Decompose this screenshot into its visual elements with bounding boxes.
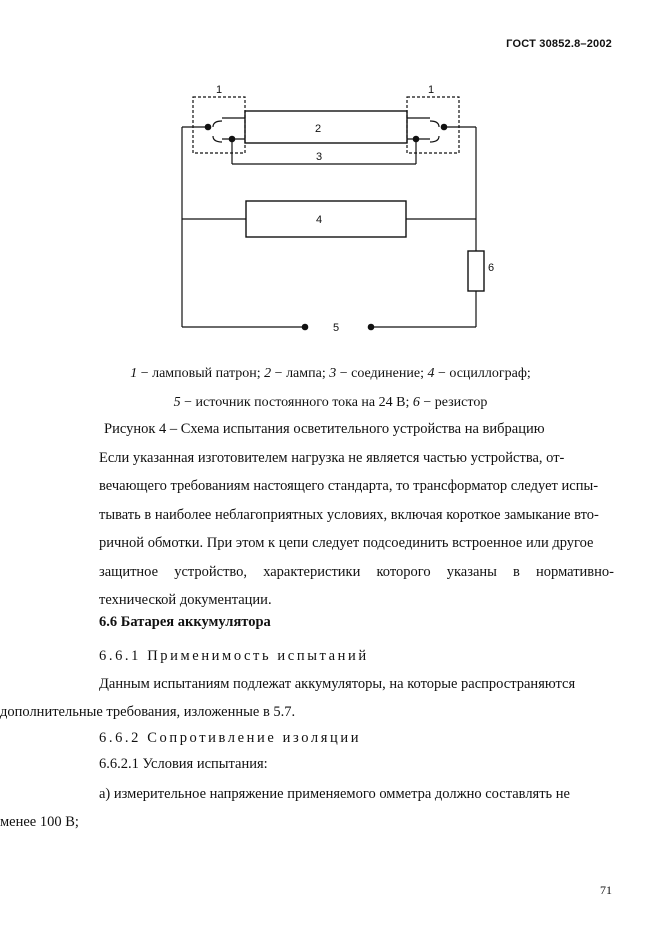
text-line: Если указанная изготовителем нагрузка не является частью устройства, от- [99,450,565,466]
resistor [468,251,484,291]
text-line: менее 100 В; [0,814,79,831]
section-heading-6-6-1: 6.6.1 Применимость испытаний [99,648,369,664]
test-circuit-diagram [0,0,661,360]
figure-legend-line-2: 5 − источник постоянного тока на 24 В; 6 − резистор [173,395,488,410]
figure-legend-line-1: 1 − ламповый патрон; 2 − лампа; 3 − соединение; 4 − осциллограф; [130,366,531,381]
oscillograph [246,201,406,237]
text-line: тывать в наиболее неблагоприятных условиях, включая короткое замыкание вто- [99,506,599,523]
text-line: дополнительные требования, изложенные в 5.7. [0,704,296,721]
label-2: 2 [315,123,322,135]
text-line: технической документации. [99,591,272,608]
label-4: 4 [316,214,323,226]
page-number: 71 [600,883,612,897]
section-heading-6-6-2: 6.6.2 Сопротивление изоляции [99,730,362,746]
right-lamp-holder [407,97,459,153]
lamp [245,111,407,143]
text-line: вечающего требованиям настоящего стандарта, то трансформатор следует испы- [99,478,599,495]
label-1-left: 1 [216,84,223,96]
figure-title: Рисунок 4 – Схема испытания осветительного устройства на вибрацию [104,421,545,437]
paragraph-ohmmeter-voltage [0,780,614,837]
paragraph-battery-applicability [0,670,614,727]
left-lamp-holder [193,97,245,153]
text-line: Данным испытаниям подлежат аккумуляторы, на которые распространяются [99,676,576,692]
text-line: защитное устройство, характеристики которого указаны в нормативно- [99,563,614,580]
label-3: 3 [316,151,323,163]
label-5: 5 [333,322,340,334]
section-heading-6-6-2-1: 6.6.2.1 Условия испытания: [99,756,268,772]
text-line: а) измерительное напряжение применяемого омметра должно составлять не [99,786,570,802]
text-line: ричной обмотки. При этом к цепи следует подсоединить встроенное или другое [99,535,594,552]
section-heading-6-6: 6.6 Батарея аккумулятора [99,614,271,630]
label-1-right: 1 [428,84,435,96]
label-6: 6 [488,262,495,274]
document-code-header: ГОСТ 30852.8–2002 [506,38,612,50]
paragraph-transformer-test [99,444,614,614]
